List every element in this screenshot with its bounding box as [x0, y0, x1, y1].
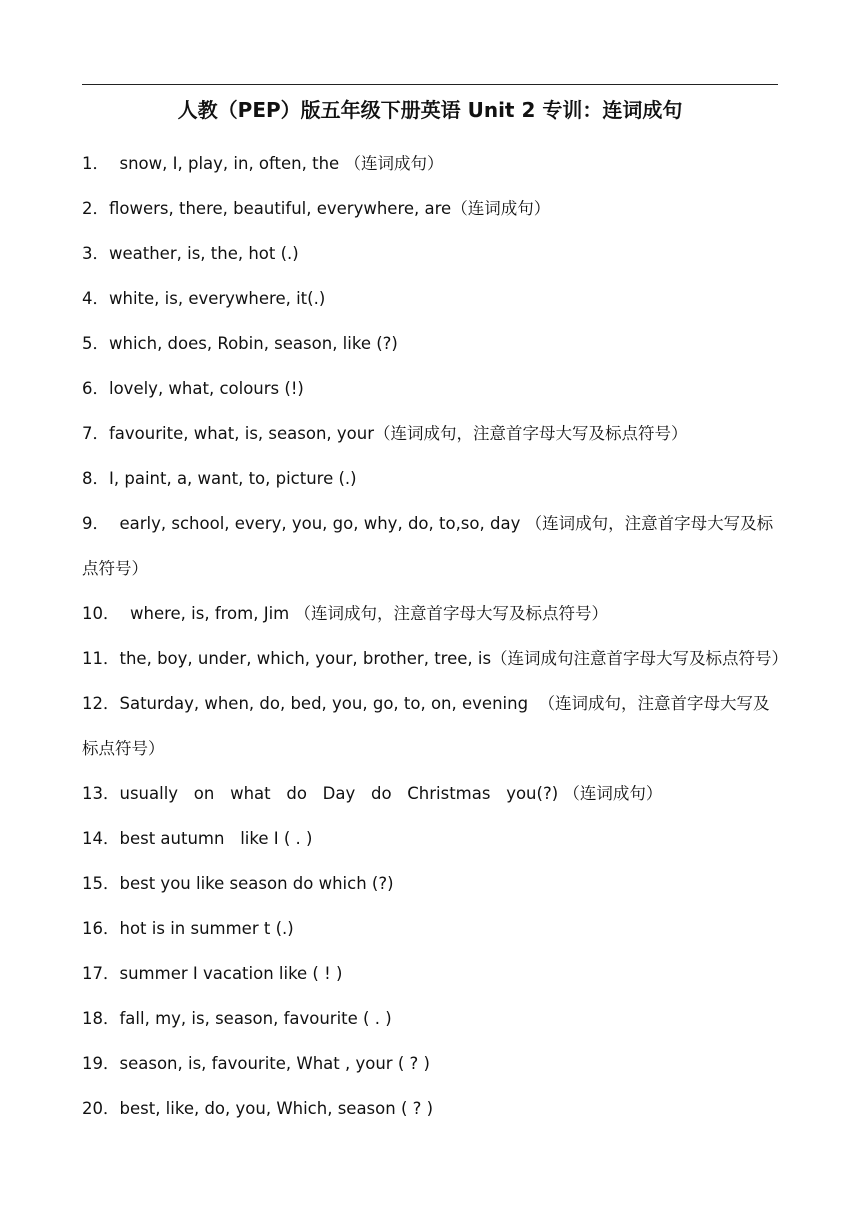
item-number: 19．: [82, 1054, 120, 1073]
item-number: 15．: [82, 874, 120, 893]
item-number: 9．: [82, 514, 109, 533]
item-text: best, like, do, you, Which, season ( ? ): [119, 1099, 434, 1118]
item-number: 8．: [82, 469, 109, 488]
exercise-item: [82, 636, 794, 681]
exercise-item: [82, 996, 794, 1041]
exercise-item: [82, 906, 794, 951]
exercise-item: [82, 411, 794, 456]
item-text: season, is, favourite, What , your ( ? ): [119, 1054, 430, 1073]
item-number: 18．: [82, 1009, 120, 1028]
item-number: 11．: [82, 649, 120, 668]
exercise-list: [82, 141, 794, 1131]
item-text: the, boy, under, which, your, brother, tree, is（连词成句注意首字母大写及标点符号）: [119, 649, 789, 668]
exercise-item: [82, 771, 794, 816]
exercise-item: [82, 141, 794, 186]
item-text: lovely, what, colours (!): [109, 379, 304, 398]
item-text: weather, is, the, hot (.): [109, 244, 299, 263]
exercise-item: [82, 186, 794, 231]
item-number: 7．: [82, 424, 109, 443]
item-text: favourite, what, is, season, your（连词成句，注意首字母大写及标点符号）: [109, 424, 688, 443]
header-rule: [82, 84, 778, 85]
item-number: 1．: [82, 154, 109, 173]
exercise-item: [82, 816, 794, 861]
exercise-item: [82, 1086, 794, 1131]
item-text: best autumn like I ( . ): [119, 829, 313, 848]
item-number: 14．: [82, 829, 120, 848]
item-text: fall, my, is, season, favourite ( . ): [119, 1009, 392, 1028]
item-text-continuation: 点符号）: [82, 559, 148, 578]
item-text: I, paint, a, want, to, picture (.): [109, 469, 357, 488]
item-number: 3．: [82, 244, 109, 263]
exercise-item: [82, 591, 794, 636]
item-number: 5．: [82, 334, 109, 353]
item-text-continuation: 标点符号）: [82, 739, 165, 758]
item-number: 16．: [82, 919, 120, 938]
item-text: where, is, from, Jim （连词成句，注意首字母大写及标点符号）: [119, 604, 608, 623]
item-text: white, is, everywhere, it(.): [109, 289, 326, 308]
item-text: flowers, there, beautiful, everywhere, are（连词成句）: [109, 199, 551, 218]
exercise-item: [82, 231, 794, 276]
exercise-item: [82, 861, 794, 906]
item-number: 4．: [82, 289, 109, 308]
exercise-item: [82, 681, 794, 771]
document-title: 人教（PEP）版五年级下册英语 Unit 2 专训：连词成句: [177, 98, 683, 122]
item-number: 13．: [82, 784, 120, 803]
item-text: best you like season do which (?): [119, 874, 394, 893]
exercise-item: [82, 951, 794, 996]
exercise-item: [82, 276, 794, 321]
item-text: hot is in summer t (.): [119, 919, 294, 938]
item-text: Saturday, when, do, bed, you, go, to, on, evening （连词成句，注意首字母大写及: [119, 694, 770, 713]
item-text: snow, I, play, in, often, the （连词成句）: [109, 154, 444, 173]
item-number: 17．: [82, 964, 120, 983]
item-text: early, school, every, you, go, why, do, to,so, day （连词成句，注意首字母大写及标: [109, 514, 774, 533]
exercise-item: [82, 456, 794, 501]
exercise-item: [82, 501, 794, 591]
exercise-item: [82, 1041, 794, 1086]
item-number: 10．: [82, 604, 120, 623]
item-number: 6．: [82, 379, 109, 398]
item-number: 12．: [82, 694, 120, 713]
item-text: which, does, Robin, season, like (?): [109, 334, 398, 353]
item-number: 2．: [82, 199, 109, 218]
item-text: summer I vacation like ( ! ): [119, 964, 343, 983]
item-text: usually on what do Day do Christmas you(?) （连词成句）: [119, 784, 663, 803]
exercise-item: [82, 321, 794, 366]
item-number: 20．: [82, 1099, 120, 1118]
exercise-item: [82, 366, 794, 411]
